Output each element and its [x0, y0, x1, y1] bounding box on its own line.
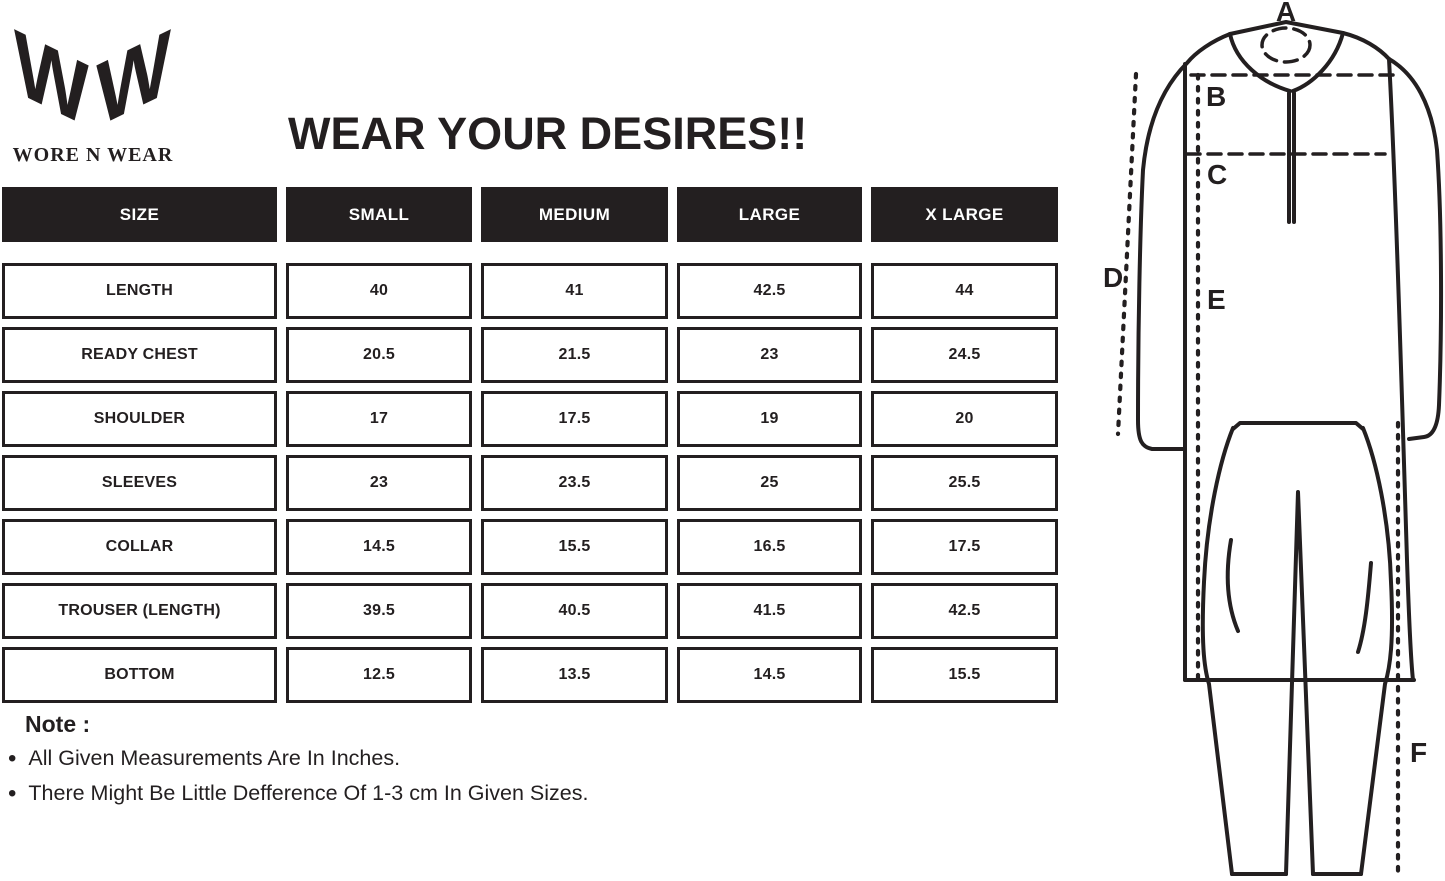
measure-label-c: C	[1207, 159, 1228, 190]
table-cell: 25	[677, 455, 862, 511]
row-label: READY CHEST	[2, 327, 277, 383]
neck-opening-dashed	[1262, 28, 1310, 62]
table-cell: 21.5	[481, 327, 668, 383]
right-shoulder	[1343, 33, 1389, 59]
table-cell: 40.5	[481, 583, 668, 639]
table-cell: 20.5	[286, 327, 472, 383]
brand-logo	[8, 10, 178, 170]
table-row	[2, 327, 1060, 383]
table-cell: 44	[871, 263, 1058, 319]
table-cell: 13.5	[481, 647, 668, 703]
row-label: LENGTH	[2, 263, 277, 319]
column-header-large: LARGE	[677, 187, 862, 242]
note-text: There Might Be Little Defference Of 1-3 cm In Given Sizes.	[28, 781, 589, 805]
table-cell: 24.5	[871, 327, 1058, 383]
table-cell: 15.5	[481, 519, 668, 575]
table-cell: 19	[677, 391, 862, 447]
table-cell: 39.5	[286, 583, 472, 639]
table-cell: 17.5	[871, 519, 1058, 575]
bullet-icon: •	[8, 745, 17, 772]
table-cell: 14.5	[286, 519, 472, 575]
trouser-left-outer	[1203, 428, 1233, 874]
trouser-inner-legs	[1286, 492, 1313, 874]
table-row	[2, 263, 1060, 319]
trouser-right-outer	[1361, 428, 1392, 874]
table-cell: 23.5	[481, 455, 668, 511]
right-crease-line	[1358, 563, 1371, 652]
collar-right-flap	[1293, 33, 1343, 91]
column-header-xlarge: X LARGE	[871, 187, 1058, 242]
measure-label-a: A	[1275, 0, 1297, 27]
table-header-row	[2, 187, 1060, 242]
garment-measurement-diagram	[1080, 0, 1445, 881]
table-cell: 15.5	[871, 647, 1058, 703]
table-row	[2, 391, 1060, 447]
ww-monogram-icon	[8, 10, 178, 148]
table-cell: 17	[286, 391, 472, 447]
table-cell: 23	[677, 327, 862, 383]
table-cell: 17.5	[481, 391, 668, 447]
table-cell: 25.5	[871, 455, 1058, 511]
table-row	[2, 647, 1060, 703]
table-row	[2, 455, 1060, 511]
note-text: All Given Measurements Are In Inches.	[28, 746, 401, 770]
sleeve-measure-line-d	[1118, 74, 1136, 434]
table-cell: 23	[286, 455, 472, 511]
monogram-letter-left: W	[14, 11, 89, 148]
column-header-small: SMALL	[286, 187, 472, 242]
row-label: SLEEVES	[2, 455, 277, 511]
row-label: COLLAR	[2, 519, 277, 575]
left-crease-line	[1228, 540, 1238, 631]
table-cell: 42.5	[677, 263, 862, 319]
bullet-icon: •	[8, 780, 17, 807]
note-bullet-line	[8, 746, 708, 771]
collar-left-flap	[1230, 34, 1290, 91]
brand-name: WORE N WEAR	[12, 144, 174, 166]
table-cell: 41.5	[677, 583, 862, 639]
table-cell: 20	[871, 391, 1058, 447]
table-cell: 16.5	[677, 519, 862, 575]
table-cell: 14.5	[677, 647, 862, 703]
row-label: TROUSER (LENGTH)	[2, 583, 277, 639]
table-row	[2, 519, 1060, 575]
measure-label-d: D	[1103, 262, 1124, 293]
monogram-letter-right: W	[96, 11, 171, 148]
table-row	[2, 583, 1060, 639]
row-label: BOTTOM	[2, 647, 277, 703]
trouser-waist	[1233, 423, 1363, 429]
column-header-medium: MEDIUM	[481, 187, 668, 242]
note-section	[8, 711, 708, 816]
measure-label-f: F	[1410, 737, 1428, 768]
note-bullet-line	[8, 781, 708, 806]
column-header-size: SIZE	[2, 187, 277, 242]
measure-label-e: E	[1207, 284, 1226, 315]
size-table	[2, 187, 1060, 711]
row-label: SHOULDER	[2, 391, 277, 447]
table-cell: 12.5	[286, 647, 472, 703]
page-title: WEAR YOUR DESIRES!!	[288, 108, 808, 159]
note-title: Note :	[25, 711, 91, 737]
table-cell: 42.5	[871, 583, 1058, 639]
measure-label-b: B	[1206, 81, 1227, 112]
table-cell: 41	[481, 263, 668, 319]
table-cell: 40	[286, 263, 472, 319]
